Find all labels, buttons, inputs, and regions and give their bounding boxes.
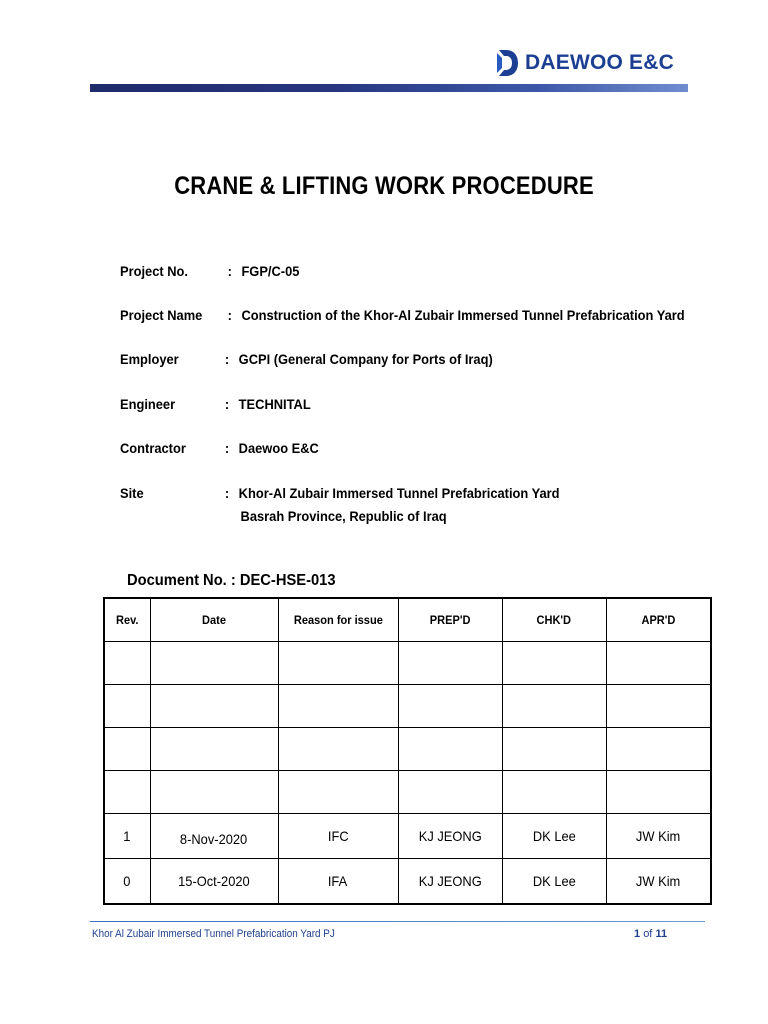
logo-text: DAEWOO E&C <box>525 51 674 74</box>
table-cell <box>104 728 150 771</box>
info-value: Construction of the Khor-Al Zubair Immersed Tunnel Prefabrication Yard <box>241 307 685 323</box>
table-cell: KJ JEONG <box>398 814 502 859</box>
table-cell <box>150 728 278 771</box>
table-cell <box>502 771 606 814</box>
table-cell <box>606 642 711 685</box>
info-value: Khor-Al Zubair Immersed Tunnel Prefabrication Yard <box>238 485 560 501</box>
column-header-prepared: PREP'D <box>398 598 502 642</box>
table-cell <box>502 685 606 728</box>
table-cell <box>104 771 150 814</box>
table-cell <box>278 642 398 685</box>
info-colon: : <box>224 485 230 501</box>
footer-project-name: Khor Al Zubair Immersed Tunnel Prefabrication Yard PJ <box>92 928 335 940</box>
header-rule <box>90 84 688 92</box>
info-value: GCPI (General Company for Ports of Iraq) <box>238 351 493 367</box>
column-header-date: Date <box>150 598 278 642</box>
table-cell <box>104 642 150 685</box>
info-colon: : <box>224 396 230 412</box>
page-of: of <box>643 928 653 940</box>
table-cell <box>502 728 606 771</box>
info-label: Contractor <box>120 440 186 456</box>
page-current: 1 <box>634 928 641 940</box>
info-label: Project No. <box>120 263 188 279</box>
table-cell <box>278 728 398 771</box>
table-cell <box>278 771 398 814</box>
info-value-line2: Basrah Province, Republic of Iraq <box>240 508 447 524</box>
table-cell <box>150 771 278 814</box>
table-cell: DK Lee <box>502 814 606 859</box>
page-number <box>634 928 667 940</box>
info-colon: : <box>224 440 230 456</box>
company-logo <box>497 48 674 78</box>
table-cell <box>150 685 278 728</box>
info-colon: : <box>227 307 232 323</box>
info-value: Daewoo E&C <box>238 440 319 456</box>
footer-rule <box>90 921 705 922</box>
table-cell <box>606 728 711 771</box>
table-cell <box>606 685 711 728</box>
table-cell <box>104 685 150 728</box>
table-cell: 15-Oct-2020 <box>150 859 278 905</box>
info-label: Employer <box>120 351 179 367</box>
table-cell <box>502 642 606 685</box>
table-cell <box>398 642 502 685</box>
table-cell: DK Lee <box>502 859 606 905</box>
table-cell: KJ JEONG <box>398 859 502 905</box>
table-row <box>104 685 711 728</box>
table-cell: IFA <box>278 859 398 905</box>
table-row <box>104 814 711 859</box>
info-colon: : <box>227 263 232 279</box>
column-header-rev: Rev. <box>104 598 150 642</box>
daewoo-logo-icon <box>497 49 519 77</box>
table-cell <box>150 642 278 685</box>
document-title: CRANE & LIFTING WORK PROCEDURE <box>174 172 594 200</box>
info-colon: : <box>224 351 230 367</box>
info-label: Site <box>120 485 144 501</box>
table-row <box>104 859 711 905</box>
table-row <box>104 642 711 685</box>
table-cell <box>398 771 502 814</box>
column-header-reason: Reason for issue <box>278 598 398 642</box>
column-header-checked: CHK'D <box>502 598 606 642</box>
table-cell: IFC <box>278 814 398 859</box>
page-total: 11 <box>655 928 668 940</box>
table-cell <box>398 685 502 728</box>
info-value: TECHNITAL <box>238 396 311 412</box>
table-cell: JW Kim <box>606 859 711 905</box>
table-row <box>104 771 711 814</box>
table-cell <box>278 685 398 728</box>
document-number: Document No. : DEC-HSE-013 <box>127 572 336 589</box>
info-label: Project Name <box>120 307 203 323</box>
revision-table <box>103 597 712 905</box>
info-value: FGP/C-05 <box>241 263 300 279</box>
table-cell: 1 <box>104 814 150 859</box>
table-header-row <box>104 598 711 642</box>
column-header-approved: APR'D <box>606 598 711 642</box>
table-cell: 8-Nov-2020 <box>150 814 278 859</box>
table-cell: 0 <box>104 859 150 905</box>
table-cell <box>398 728 502 771</box>
table-cell <box>606 771 711 814</box>
table-row <box>104 728 711 771</box>
table-cell: JW Kim <box>606 814 711 859</box>
info-label: Engineer <box>120 396 176 412</box>
